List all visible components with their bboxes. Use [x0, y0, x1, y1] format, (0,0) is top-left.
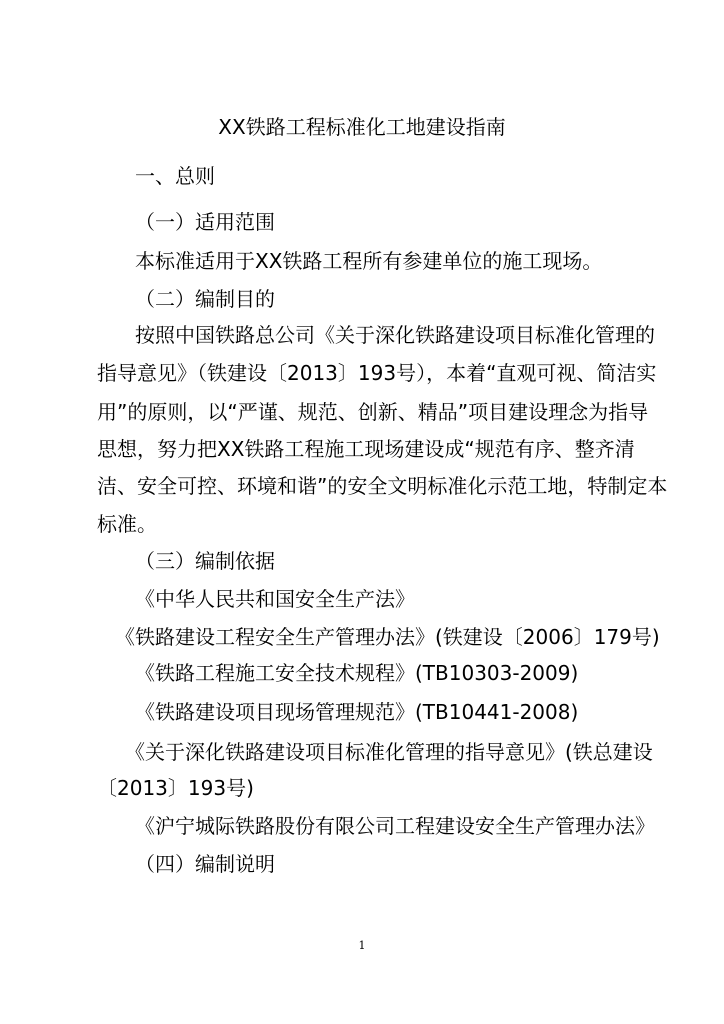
paragraph-purpose-line-2: 指导意见》（铁建设〔2013〕193号），本着“直观可视、简洁实: [97, 361, 657, 385]
subsection-heading-notes: （四）编制说明: [135, 852, 275, 876]
document-title: XX铁路工程标准化工地建设指南: [218, 115, 506, 139]
basis-item-5-line-2: 〔2013〕193号): [97, 776, 254, 800]
basis-item-6: 《沪宁城际铁路股份有限公司工程建设安全生产管理办法》: [135, 814, 655, 838]
paragraph-purpose-line-4: 思想，努力把XX铁路工程施工现场建设成“规范有序、整齐清: [97, 437, 635, 461]
basis-item-5-line-1: 《关于深化铁路建设项目标准化管理的指导意见》(铁总建设: [125, 740, 653, 764]
section-heading-general: 一、总则: [135, 164, 215, 188]
page-number: 1: [358, 939, 366, 952]
paragraph-purpose-line-3: 用”的原则，以“严谨、规范、创新、精品”项目建设理念为指导: [97, 400, 649, 424]
paragraph-purpose-line-6: 标准。: [97, 512, 157, 536]
paragraph-purpose-line-5: 洁、安全可控、环境和谐”的安全文明标准化示范工地，特制定本: [97, 474, 668, 498]
basis-item-1: 《中华人民共和国安全生产法》: [135, 587, 415, 611]
paragraph-scope: 本标准适用于XX铁路工程所有参建单位的施工现场。: [135, 249, 603, 273]
basis-item-4: 《铁路建设项目现场管理规范》(TB10441-2008): [135, 700, 579, 724]
basis-item-2: 《铁路建设工程安全生产管理办法》(铁建设〔2006〕179号): [115, 625, 660, 649]
basis-item-3: 《铁路工程施工安全技术规程》(TB10303-2009): [135, 661, 579, 685]
paragraph-purpose-line-1: 按照中国铁路总公司《关于深化铁路建设项目标准化管理的: [135, 323, 655, 347]
subsection-heading-scope: （一）适用范围: [135, 210, 275, 234]
subsection-heading-basis: （三）编制依据: [135, 549, 275, 573]
subsection-heading-purpose: （二）编制目的: [135, 287, 275, 311]
